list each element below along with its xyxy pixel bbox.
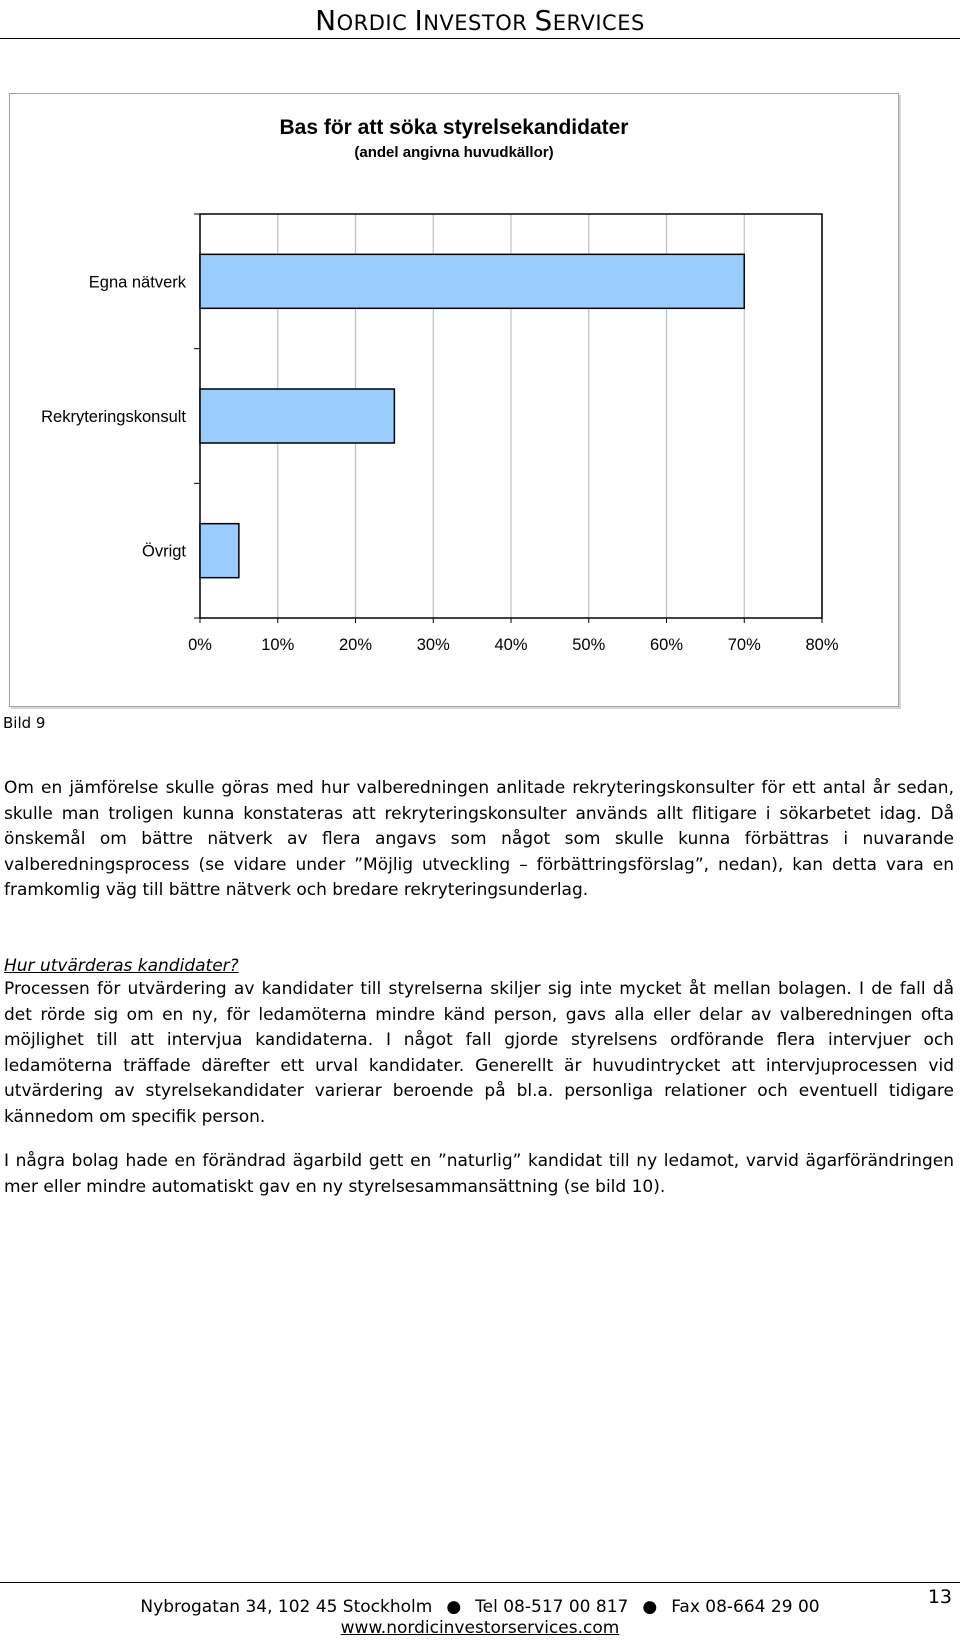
paragraph-3: I några bolag hade en förändrad ägarbild gett en ”naturlig” kandidat till ny ledamot, varvid ägarförändringen mer eller mindre automatiskt gav en ny styrelsesammansättning (se bild 10).	[4, 1151, 954, 1197]
category-label: Rekryteringskonsult	[41, 408, 186, 426]
x-tick-label: 80%	[805, 636, 839, 654]
footer-divider	[0, 1582, 960, 1583]
x-tick-label: 0%	[188, 636, 212, 654]
footer-website-link[interactable]: www.nordicinvestorservices.com	[340, 1618, 620, 1638]
footer-address: Nybrogatan 34, 102 45 Stockholm	[140, 1597, 433, 1617]
x-tick-label: 40%	[494, 636, 528, 654]
bar	[200, 254, 744, 308]
footer-contact	[0, 1597, 960, 1617]
page-number: 13	[927, 1586, 952, 1608]
chart-frame	[9, 93, 899, 707]
paragraph-2: Processen för utvärdering av kandidater till styrelserna skiljer sig inte mycket åt mellan bolagen. I de fall då det rörde sig om en ny, för ledamöterna mindre känd person, gavs alla eller delar av valberedningen ofta möjlighet till att intervjua kandidaterna. I något fall gjorde styrelsens ordförande flera intervjuer och ledamöterna träffade därefter ett urval kandidater. Generellt är huvudintrycket att intervjuprocessen vid utvärdering av styrelsekandidater varierar beroende på bl.a. personliga relationer och eventuell tidigare kännedom om specifik person.	[4, 979, 954, 1127]
chart-title: Bas för att söka styrelsekandidater	[279, 116, 629, 139]
bar-chart	[10, 94, 898, 706]
header-divider	[0, 38, 960, 39]
category-label: Egna nätverk	[88, 273, 186, 292]
footer-phone: Tel 08-517 00 817	[475, 1597, 629, 1617]
chart-subtitle: (andel angivna huvudkällor)	[354, 144, 554, 161]
x-tick-label: 70%	[727, 636, 761, 654]
footer-separator: ●	[642, 1597, 658, 1617]
x-tick-label: 20%	[338, 636, 373, 654]
paragraph-1: Om en jämförelse skulle göras med hur valberedningen anlitade rekryteringskonsulter för ett antal år sedan, skulle man troligen kunna konstateras att rekryteringskonsulter används allt flitigare i sökarbetet idag. Då önskemål om bättre nätverk av flera angavs som något som skulle kunna förbättras i nuvarande valberedningsprocess (se vidare under ”Möjlig utveckling – förbättringsförslag”, nedan), kan detta vara en framkomlig väg till bättre nätverk och bredare rekryteringsunderlag.	[4, 778, 954, 901]
bar	[200, 524, 239, 578]
footer-fax: Fax 08-664 29 00	[671, 1597, 820, 1617]
x-tick-label: 30%	[416, 636, 450, 654]
category-label: Övrigt	[141, 542, 186, 561]
x-tick-label: 60%	[649, 636, 684, 654]
footer-separator: ●	[446, 1597, 462, 1617]
x-tick-label: 50%	[572, 636, 606, 654]
figure-caption: Bild 9	[3, 714, 46, 732]
page-header-title: NORDIC INVESTOR SERVICES	[315, 4, 645, 37]
section-heading: Hur utvärderas kandidater?	[4, 956, 239, 976]
x-tick-label: 10%	[261, 636, 295, 654]
bar	[200, 389, 394, 443]
